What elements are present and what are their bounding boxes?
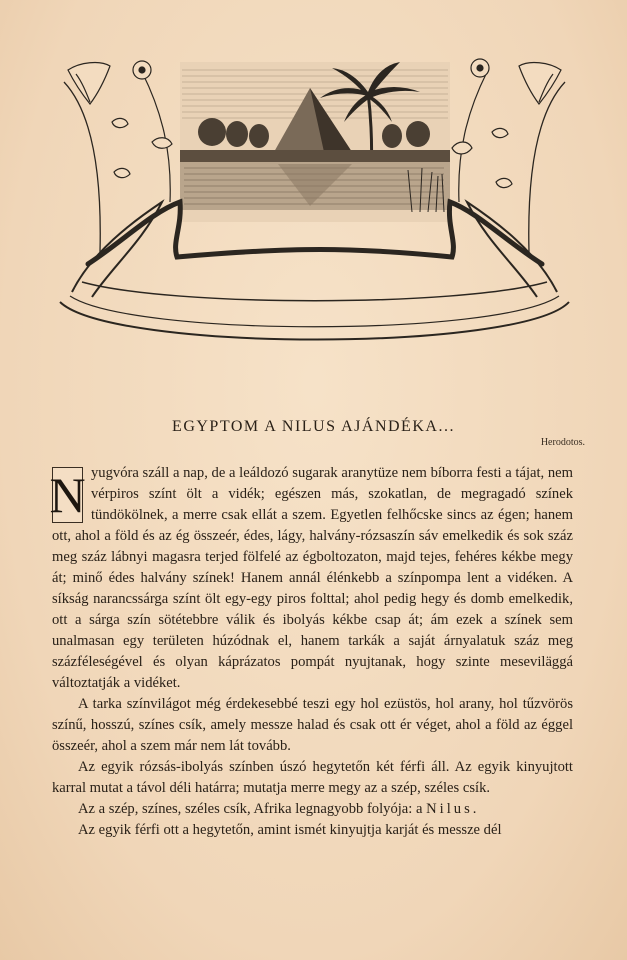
nile-word: Nilus. (426, 801, 480, 817)
paragraph-3: Az egyik rózsás-ibolyás színben úszó hegytetőn két férfi áll. Az egyik kinyujtott karral mutat a távol déli határra; mutatja merre megy az a szép, széles csík. (52, 759, 573, 796)
paragraph-4-text: Az a szép, színes, széles csík, Afrika legnagyobb folyója: a (78, 801, 423, 817)
pyramid-nile-vignette (52, 52, 577, 342)
article-title: EGYPTOM A NILUS AJÁNDÉKA... (172, 418, 455, 435)
paragraph-1-text: yugvóra száll a nap, de a leáldozó sugarak aranytüze nem bíborra festi a tájat, nem vérpiros színt ölt a vidék; egészen más, szokatlan, de megragadó színek tündökölnek, a merre csak ellát a szem. Egyetlen felhőcske sincs az égen; hanem ott, ahol a föld és az ég összeér, édes, lágy, halvány-rózsaszín sáv emelkedik és sok száz meg száz lábnyi magasra terjed fölfelé az égboltozaton, majd tejes, fehéres kékbe megy át; minő édes halvány színek! Hanem annál élénkebb a színpompa lent a vidéken. A síkság narancssárga színt ölt egy-egy piros folttal; ahol pedig hegy és domb emelkedik, ott a sárga szín sötétebbre válik és ibolyás kékbe csap át; ám ezek a színek sem unalmasan egy területen húzódnak el, hanem tarkák a saját árnyalatuk száz meg százféleségével és olyan káprázatos pompát nyujtanak, hogy szinte meseviläggá változtatják a vidéket. (52, 465, 573, 691)
paragraph-4 (52, 799, 573, 820)
paragraph-1 (49, 463, 573, 694)
lily-flower-right (452, 59, 561, 188)
attribution: Herodotos. (540, 437, 585, 448)
paragraph-2: A tarka színvilágot még érdekesebbé teszi egy hol ezüstös, hol arany, hol tűzvörös színű, hosszú, színes csík, amely messze halad és csak ott ér véget, ahol a föld az éggel összeér, ahol a szem már nem lát tovább. (52, 696, 573, 754)
dropcap-letter: N (49, 467, 86, 523)
lily-flower-left (68, 61, 172, 178)
paragraph-5: Az egyik férfi ott a hegytetőn, amint ismét kinyujtja karját és messze dél (78, 822, 502, 838)
landscape-scene (180, 62, 450, 222)
article-body (49, 463, 573, 841)
